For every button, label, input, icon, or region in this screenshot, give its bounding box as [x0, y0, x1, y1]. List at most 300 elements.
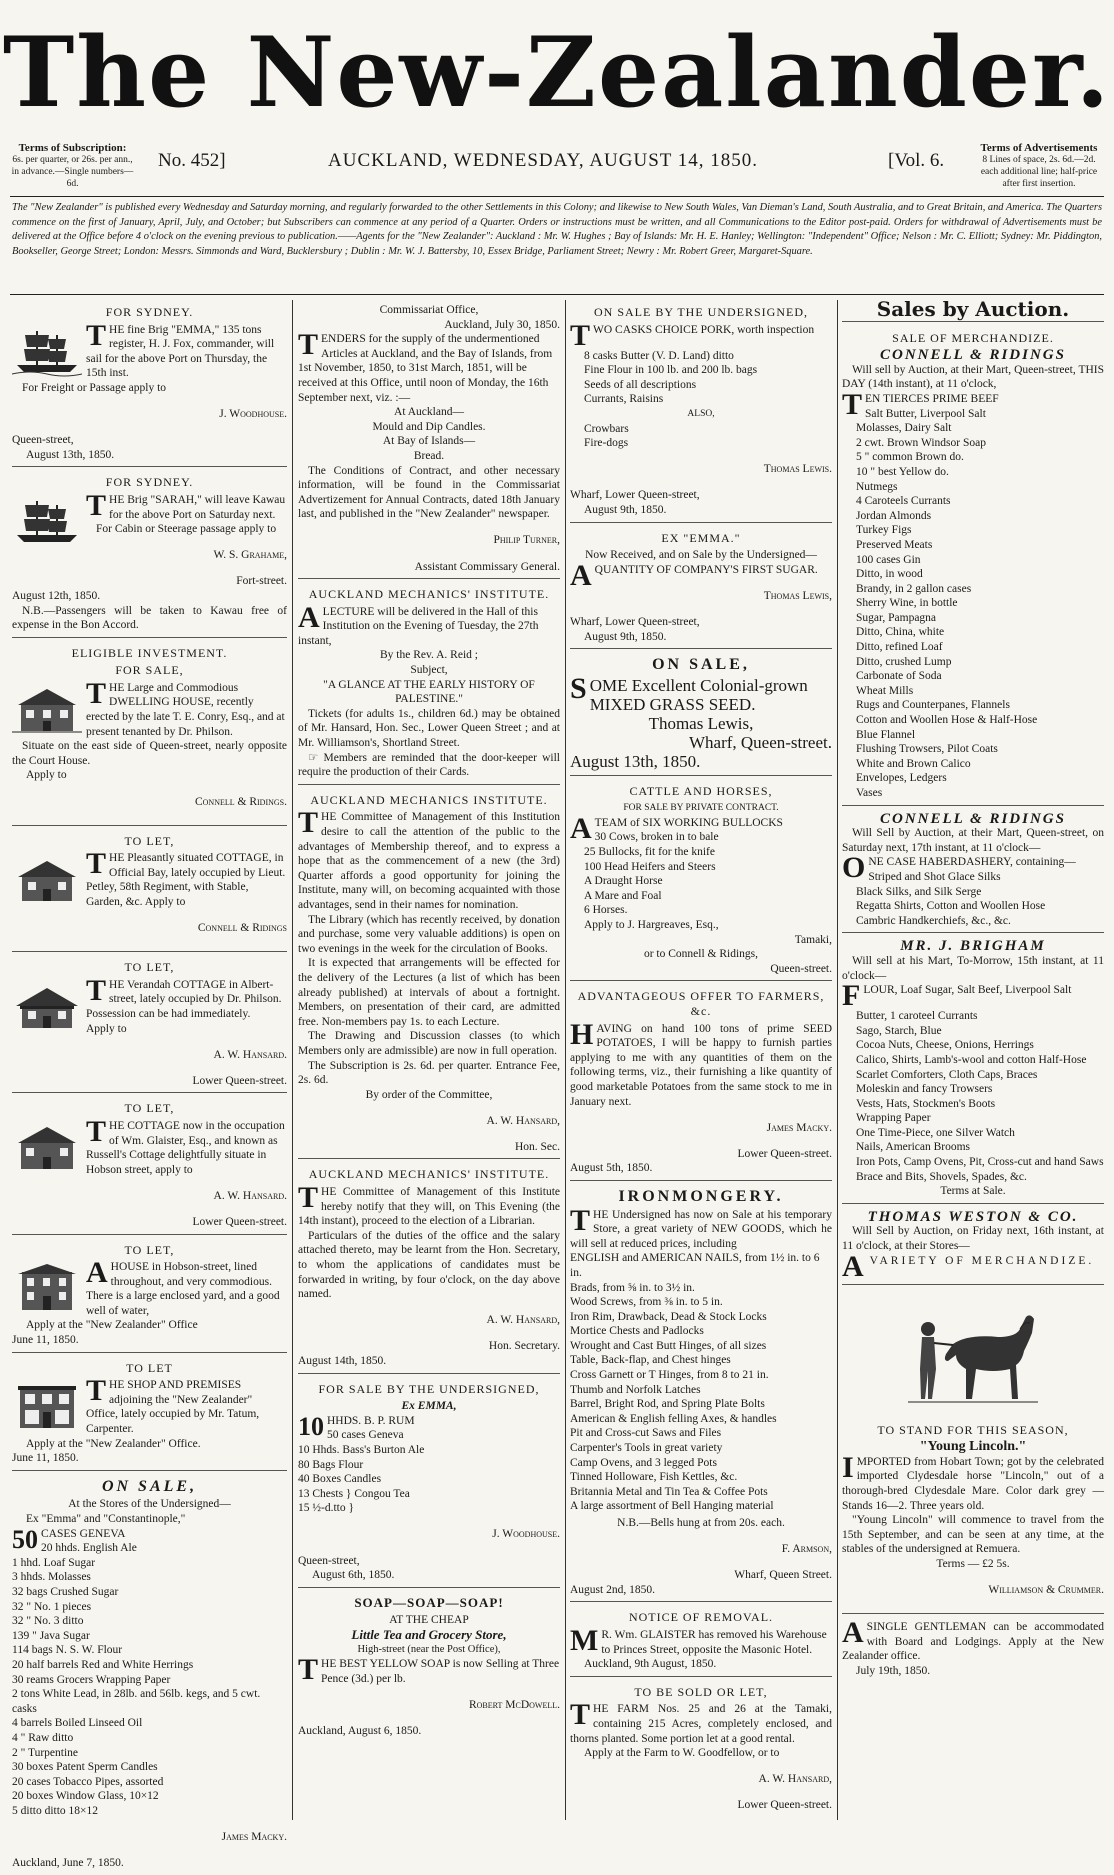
drop-cap: T — [298, 1653, 319, 1687]
subscription-terms-text: 6s. per quarter, or 26s. per ann., in advance.—Single numbers—6d. — [11, 155, 134, 189]
list-item: White and Brown Calico — [856, 757, 971, 770]
issue-number: No. 452] — [158, 150, 226, 171]
list-item: 2 tons White Lead, in 28lb. and 56lb. kegs, and 5 cwt. casks — [12, 1688, 261, 1715]
shop-icon — [12, 1380, 82, 1432]
ad-place: Queen-street. — [770, 962, 832, 975]
list-item: Cocoa Nuts, Cheese, Onions, Herrings — [856, 1039, 1034, 1052]
ad-thomas-weston — [842, 1207, 1104, 1285]
list-item: Ditto, refined Loaf — [856, 641, 943, 654]
drop-cap: T — [86, 973, 107, 1007]
ad-text: Will sell at his Mart, To-Morrow, 15th instant, at 11 o'clock— — [842, 954, 1104, 982]
ad-mechanics-membership — [298, 788, 560, 1160]
ad-heading: SOAP—SOAP—SOAP! — [354, 1594, 504, 1610]
ad-single-gentleman — [842, 1617, 1104, 1682]
ad-subheading: FOR SALE, — [115, 663, 184, 678]
subscription-terms — [10, 142, 135, 190]
ad-heading: CATTLE AND HORSES, — [629, 783, 773, 798]
list-item: Jordan Almonds — [856, 509, 932, 522]
list-item: Sugar, Pampagna — [856, 611, 937, 624]
list-item: 13 Chests } Congou Tea — [298, 1487, 410, 1500]
ad-text: Situate on the east side of Queen-street, nearly opposite the Court House. — [12, 740, 287, 767]
list-item: Wrought and Cast Butt Hinges, of all sizes — [570, 1339, 767, 1352]
ad-farm-tamaki — [570, 1680, 832, 1817]
list-item: Crowbars — [584, 422, 629, 435]
list-item: 114 bags N. S. W. Flour — [12, 1644, 123, 1657]
goods-list — [298, 1411, 560, 1516]
ad-signature: James Macky. — [766, 1121, 832, 1134]
ad-subheading: At the Stores of the Undersigned— — [68, 1498, 231, 1511]
list-item: Nails, American Brooms — [856, 1141, 971, 1154]
ad-body: ENDERS for the supply of the undermentioned Articles at Auckland, and the Bay of Islands, from 1st November, 1850, to 31st March, 1851, will be received at this Office, until noon of Monday, the 16th September next, viz. :— — [298, 333, 553, 404]
ad-place: Wharf, Lower Queen-street, — [570, 489, 700, 502]
list-item: Black Silks, and Silk Serge — [856, 885, 982, 898]
list-item: Envelopes, Ledgers — [856, 772, 947, 785]
list-item: Wood Screws, from ⅜ in. to 5 in. — [570, 1296, 723, 1309]
list-item: 30 boxes Patent Sperm Candles — [12, 1761, 158, 1774]
ad-signature: Thomas Lewis, — [648, 713, 754, 733]
list-item: Iron Pots, Camp Ovens, Pit, Cross-cut and hand Saws — [856, 1156, 1104, 1169]
drop-cap: A — [842, 1616, 864, 1650]
ad-body: HE FARM Nos. 25 and 26 at the Tamaki, containing 215 Acres, completely enclosed, and thorns planted. Some portion let at a good rental. — [570, 1703, 832, 1745]
list-item: HHDS. B. P. RUM — [327, 1414, 415, 1427]
list-item: Ditto, crushed Lump — [856, 655, 952, 668]
ship-icon — [12, 325, 82, 377]
list-item: 50 cases Geneva — [327, 1429, 404, 1442]
advertisement-terms-title: Terms of Advertisements — [980, 142, 1098, 154]
ad-heading: AUCKLAND MECHANICS INSTITUTE. — [310, 792, 548, 807]
goods-list — [842, 870, 1104, 928]
ad-item: At Auckland— — [394, 406, 464, 419]
ad-heading: TO LET, — [124, 1101, 175, 1116]
list-item: Camp Ovens, and 3 legged Pots — [570, 1456, 717, 1469]
ad-subheading: FOR SALE BY PRIVATE CONTRACT. — [623, 803, 779, 814]
list-item: 20 boxes Window Glass, 10×12 — [12, 1790, 159, 1803]
ad-date: August 2nd, 1850. — [570, 1583, 655, 1596]
list-item: Sago, Starch, Blue — [856, 1024, 942, 1037]
advertisement-terms — [974, 142, 1104, 190]
ad-date: June 11, 1850. — [12, 1334, 79, 1347]
ad-terms: Terms at Sale. — [940, 1185, 1006, 1198]
ad-signature: Thomas Lewis. — [763, 463, 832, 476]
list-item: Regatta Shirts, Cotton and Woollen Hose — [856, 900, 1046, 913]
ad-heading: FOR SYDNEY. — [105, 475, 194, 490]
ad-body: HE Undersigned has now on Sale at his temporary Store, a great variety of NEW GOODS, which he will sell at reduced prices, including — [570, 1208, 832, 1250]
ad-body: EN TIERCES PRIME BEEF — [865, 392, 999, 405]
drop-cap: T — [570, 318, 591, 352]
ad-heading: ON SALE BY THE UNDERSIGNED, — [594, 305, 808, 319]
ad-role: Hon. Sec. — [514, 1140, 560, 1153]
ad-heading: TO LET, — [124, 960, 175, 975]
list-item: One Time-Piece, one Silver Watch — [856, 1126, 1015, 1139]
ad-lecturer: By the Rev. A. Reid ; — [380, 649, 478, 662]
date-line: AUCKLAND, WEDNESDAY, AUGUST 14, 1850. — [328, 150, 759, 171]
ad-mechanics-lecture — [298, 582, 560, 785]
ad-place: Lower Queen-street. — [192, 1074, 287, 1087]
list-item: Brandy, in 2 gallon cases — [856, 582, 972, 595]
ad-signature: W. S. Grahame, — [213, 549, 287, 562]
list-item: Wheat Mills — [856, 684, 914, 697]
goods-list — [570, 1251, 832, 1514]
drop-cap: O — [842, 851, 866, 885]
ad-cattle-horses — [570, 779, 832, 982]
list-item: 30 reams Grocers Wrapping Paper — [12, 1673, 171, 1686]
drop-cap: S — [570, 671, 587, 705]
drop-cap: T — [86, 488, 107, 522]
ad-signature: A. W. Hansard. — [213, 1048, 287, 1061]
ad-signature: Thomas Lewis, — [763, 589, 832, 602]
ad-date: July 19th, 1850. — [856, 1664, 931, 1677]
ad-source: Ex "Emma" and "Constantinople," — [26, 1513, 186, 1525]
ad-heading: ADVANTAGEOUS OFFER TO FARMERS, &c. — [577, 989, 825, 1018]
ad-body: OME Excellent Colonial-grown MIXED GRASS SEED. — [589, 675, 808, 714]
list-item: Scarlet Comforters, Cloth Caps, Braces — [856, 1068, 1038, 1081]
ad-text: Particulars of the duties of the office and the salary attached thereto, may be learnt from the Hon. Secretary, to whom the applications of candidates must be forwarded in writing, by four o'clock, on the day above named. — [298, 1229, 560, 1301]
ad-place: Queen-street, — [298, 1554, 360, 1567]
list-item: 5 ditto ditto 18×12 — [12, 1804, 99, 1817]
ad-heading: ON SALE, — [652, 656, 750, 674]
advertisement-terms-text: 8 Lines of space, 2s. 6d.—2d. each additional line; half-price after first insertion. — [980, 155, 1098, 189]
ad-heading: AUCKLAND MECHANICS' INSTITUTE. — [308, 1167, 550, 1182]
ad-signature: J. Woodhouse. — [219, 408, 287, 421]
ad-body: LECTURE will be delivered in the Hall of this Institution on the Evening of Tuesday, the 27th instant, — [298, 605, 539, 647]
ad-text: The Library (which has recently received, by donation and purchase, some very valuable additions) is open on two evenings in the week for the circulation of Books. — [298, 913, 560, 955]
list-item: 4 Caroteels Currants — [856, 495, 951, 508]
column-1 — [12, 300, 287, 1870]
ad-emma-sydney — [12, 300, 287, 467]
list-item: 80 Bags Flour — [298, 1458, 364, 1471]
ad-date: August 13th, 1850. — [26, 448, 115, 461]
ad-body: HE BEST YELLOW SOAP is now Selling at Three Pence (3d.) per lb. — [321, 1658, 560, 1685]
ad-heading: AUCKLAND MECHANICS' INSTITUTE. — [308, 587, 550, 602]
list-item: Cotton and Woollen Hose & Half-Hose — [856, 714, 1038, 727]
ad-on-sale-stores — [12, 1474, 287, 1875]
list-item: 1 hhd. Loaf Sugar — [12, 1556, 96, 1569]
list-item: Flushing Trowsers, Pilot Coats — [856, 743, 998, 756]
list-item: Calico, Shirts, Lamb's-wool and cotton Half-Hose — [856, 1053, 1087, 1066]
list-item: 2 cwt. Brown Windsor Soap — [856, 436, 986, 449]
list-item: 139 " Java Sugar — [12, 1629, 90, 1642]
column-divider — [565, 300, 566, 1820]
ad-body: R. Wm. GLAISTER has removed his Warehouse to Princes Street, opposite the Masonic Hotel. — [601, 1628, 827, 1656]
ad-date: August 14th, 1850. — [298, 1355, 387, 1367]
drop-cap: T — [842, 387, 863, 421]
goods-list — [570, 422, 832, 451]
ad-heading: IRONMONGERY. — [618, 1187, 784, 1205]
list-item: Salt Butter, Liverpool Salt — [865, 407, 986, 420]
list-item: Barrel, Bright Rod, and Spring Plate Bolts — [570, 1398, 765, 1411]
drop-cap: T — [86, 847, 107, 881]
drop-cap: T — [86, 318, 107, 352]
ad-body: QUANTITY OF COMPANY'S FIRST SUGAR. — [594, 563, 818, 576]
drop-cap: T — [298, 1181, 319, 1215]
ad-body: HE Committee of Management of this Institution desire to call the attention of the public to the advantages of Membership thereof, and to express a hope that as the commencement of a new (the 3rd) Quarter affords a good opportunity for joining the Institute, many will, on becoming acquainted with those advantages, send in their names for nomination. — [298, 811, 560, 911]
drop-cap: T — [570, 1698, 591, 1732]
list-item: Cross Garnett or T Hinges, from 8 to 21 in. — [570, 1369, 769, 1382]
goods-list — [570, 349, 832, 407]
cottage-icon — [12, 853, 82, 905]
ad-signature: J. Woodhouse. — [492, 1528, 560, 1541]
ad-body: AVING on hand 100 tons of prime SEED POTATOES, I will be happy to furnish parties applying to me with any quantities of them on the following terms, viz., their furnishing a like quantity of good marketable Potatoes from the same stock to me in January next. — [570, 1022, 832, 1108]
list-item: Tinned Holloware, Fish Kettles, &c. — [570, 1471, 738, 1484]
list-item: Ditto, China, white — [856, 626, 945, 639]
list-item: 8 casks Butter (V. D. Land) ditto — [584, 349, 734, 362]
list-item: 10 " best Yellow do. — [856, 465, 949, 478]
preamble: The "New Zealander" is published every Wednesday and Saturday morning, and regularly forwarded to the other Settlements in this Colony; and likewise to New South Wales, Van Dieman's Land, South Australia, and to Great Britain, and America. The Quarters commence on the first of January, April, July, and October; but Subscribers can commence at any period of a Quarter. Orders or instructions must be written, and all Communications to the Editor post-paid. Orders for withdrawal of Advertisements must be delivered at the Office before 4 o'clock on the evening previous to publication.——Agents for the "New Zealander": Auckland : Mr. W. Hughes ; Bay of Islands: Mr. H. E. Hanley; Wellington: "Independent" Office; Nelson : Mr. C. Elliott; Sydney: Mr. Piddington, Bookseller, George Street; London: Messrs. Simmonds and Ward, Bucklersbury ; Dublin : Mr. W. J. Battersby, 10, Essex Bridge, Parliament Street; Newry : Mr. Robert Greer, Margaret-Square. — [12, 202, 1102, 257]
ad-body: HE Verandah COTTAGE in Albert-street, lately occupied by Dr. Philson. Possession can be had immediately. — [86, 978, 282, 1020]
ad-text: Will Sell by Auction, on Friday next, 16th instant, at 11 o'clock, at their Stores— — [842, 1225, 1104, 1253]
ad-date: August 13th, 1850. — [570, 751, 701, 771]
house-icon — [12, 1121, 82, 1173]
ad-place: Commissariat Office, — [379, 304, 479, 316]
ad-signature: Williamson & Crummer. — [988, 1584, 1104, 1597]
ad-item: At Bay of Islands— — [382, 435, 476, 448]
ad-heading: EX "EMMA." — [661, 530, 741, 545]
list-item: 5 " common Brown do. — [856, 451, 964, 464]
subscription-terms-title: Terms of Subscription: — [18, 142, 127, 154]
masthead-title: The New-Zealander. — [2, 16, 1112, 129]
ad-text: "Young Lincoln" will commence to travel from the 15th September, and can be seen at any time, at the stables of the undersigned at Remuera. — [842, 1514, 1104, 1556]
ad-body: MPORTED from Hobart Town; got by the celebrated imported Clydesdale horse "Lincoln," out of a thorough-bred Clydesdale Mare. Color dark grey — Stands 16—2. Three years old. — [842, 1455, 1104, 1512]
ad-date: June 11, 1850. — [12, 1452, 79, 1465]
ad-to-let-glaister-cottage — [12, 1096, 287, 1234]
header-rule — [10, 196, 1104, 197]
ad-eligible-investment — [12, 641, 287, 826]
ad-address: High-street (near the Post Office), — [357, 1643, 501, 1655]
ad-place: Fort-street. — [236, 575, 287, 588]
drop-cap: A — [298, 600, 320, 634]
list-item: ENGLISH and AMERICAN NAILS, from 1½ in. to 6 in. — [570, 1252, 820, 1279]
drop-cap: F — [842, 979, 861, 1013]
list-item: 20 cases Tobacco Pipes, assorted — [12, 1775, 164, 1788]
list-item: CASES GENEVA — [41, 1527, 126, 1540]
ad-apply: Apply to J. Hargreaves, Esq., — [584, 919, 719, 932]
list-item: 4 " Raw ditto — [12, 1731, 74, 1744]
ad-body: LOUR, Loaf Sugar, Salt Beef, Liverpool Salt — [863, 984, 1072, 997]
drop-number: 50 — [12, 1524, 38, 1554]
list-item: Sherry Wine, in bottle — [856, 597, 958, 610]
list-item: 10 Hhds. Bass's Burton Ale — [298, 1443, 425, 1456]
ad-body: HE COTTAGE now in the occupation of Wm. Glaister, Esq., and known as Russell's Cottage delightfully situate in Hobson street, apply to — [86, 1119, 285, 1176]
list-item: Blue Flannel — [856, 728, 916, 741]
list-item: Brads, from ⅝ in. to 3½ in. — [570, 1281, 695, 1294]
ad-horse-name: "Young Lincoln." — [919, 1439, 1027, 1455]
ad-text: Will Sell by Auction, at their Mart, Queen-street, on Saturday next, 17th instant, at 11 o'clock— — [842, 827, 1104, 854]
ad-heading: TO STAND FOR THIS SEASON, — [877, 1422, 1069, 1437]
list-item: A large assortment of Bell Hanging material — [570, 1500, 774, 1513]
ad-signature: Connell & Ridings — [197, 922, 287, 935]
ad-body: HE Brig "SARAH," will leave Kawau for the above Port on Saturday next. — [109, 493, 286, 521]
list-item: 30 Cows, broken in to bale — [594, 831, 719, 844]
ad-signature: F. Armson, — [781, 1543, 832, 1556]
ad-heading: FOR SYDNEY. — [105, 305, 194, 319]
ad-body: HE Large and Commodious DWELLING HOUSE, recently erected by the late T. E. Conry, Esq., and at present tenanted by Dr. Philson. — [86, 681, 285, 738]
list-item: 32 bags Crushed Sugar — [12, 1585, 119, 1598]
ad-role: Assistant Commissary General. — [414, 560, 560, 573]
ad-date: Auckland, August 6, 1850. — [298, 1724, 422, 1737]
ad-date: Auckland, 9th August, 1850. — [584, 1658, 717, 1671]
ad-body: HE SHOP AND PREMISES adjoining the "New Zealander" Office, lately occupied by Mr. Tatum, Carpenter. — [86, 1379, 260, 1436]
list-item: 20 half barrels Red and White Herrings — [12, 1658, 194, 1671]
ad-signature: A. W. Hansard, — [486, 1114, 560, 1127]
ad-commissariat-tenders — [298, 300, 560, 579]
ad-item: Bread. — [413, 449, 445, 462]
goods-list — [842, 1009, 1104, 1184]
list-item: American & English felling Axes, & handles — [570, 1412, 777, 1425]
ad-item: Mould and Dip Candles. — [372, 420, 486, 433]
ad-emma-goods — [298, 1377, 560, 1588]
drop-cap: A — [570, 811, 592, 845]
ad-place: Lower Queen-street. — [737, 1799, 832, 1812]
goods-list — [570, 830, 832, 918]
ad-signature: Connell & Ridings. — [194, 795, 287, 808]
list-item: 3 hhds. Molasses — [12, 1571, 91, 1584]
list-item: Vests, Hats, Stockmen's Boots — [856, 1097, 996, 1110]
goods-list — [12, 1524, 287, 1819]
ad-text: It is expected that arrangements will be effected for the delivery of the Lectures (a list of which has been already published) at intervals of about a fortnight. Members, on presentation of their card, are admitted free. Non-members pay 1s. to each Lecture. — [298, 957, 560, 1028]
list-item: Butter, 1 caroteel Currants — [856, 1010, 978, 1023]
horse-icon — [898, 1299, 1048, 1419]
ad-text: Will sell by Auction, at their Mart, Queen-street, THIS DAY (14th instant), at 11 o'clock, — [842, 363, 1104, 391]
ad-to-let-albert-street — [12, 955, 287, 1093]
list-item: Fire-dogs — [584, 437, 629, 450]
list-item: Carbonate of Soda — [856, 670, 942, 683]
ad-grass-seed — [570, 652, 832, 776]
ad-body: HE Pleasantly situated COTTAGE, in Official Bay, lately occupied by Lieut. Petley, 58th Regiment, with Stable, Garden, &c. Apply to — [86, 852, 286, 908]
drop-cap: T — [298, 328, 319, 362]
ship-icon — [12, 495, 82, 547]
list-item: Moleskin and fancy Trowsers — [856, 1083, 993, 1096]
ad-heading: TO LET — [126, 1360, 173, 1375]
ad-apply: Apply to — [86, 1022, 127, 1035]
list-item: Britannia Metal and Tin Tea & Coffee Pots — [570, 1485, 768, 1498]
ad-firm: CONNELL & RIDINGS — [880, 347, 1066, 364]
list-item: Striped and Shot Glace Silks — [868, 870, 1001, 883]
ad-place: Wharf, Queen-street. — [688, 732, 832, 752]
ad-body: TEAM of SIX WORKING BULLOCKS — [594, 816, 783, 829]
list-item: Brace and Bits, Shovels, Spades, &c. — [856, 1170, 1027, 1183]
ad-signature: A. W. Hansard. — [213, 1189, 287, 1202]
ad-subject-label: Subject, — [410, 664, 448, 677]
list-item: Ditto, in wood — [856, 568, 923, 581]
ad-place: Wharf, Lower Queen-street, — [570, 615, 700, 628]
list-item: 100 Head Heifers and Steers — [584, 860, 716, 873]
ad-notice-of-removal — [570, 1605, 832, 1676]
ad-firm: THOMAS WESTON & CO. — [867, 1208, 1079, 1225]
ad-apply: Apply at the "New Zealander" Office — [26, 1319, 198, 1332]
list-item: 4 barrels Boiled Linseed Oil — [12, 1717, 143, 1730]
list-item: Pit and Cross-cut Saws and Files — [570, 1427, 722, 1440]
list-item: 40 Boxes Candles — [298, 1473, 382, 1486]
ad-place: Wharf, Queen Street. — [734, 1569, 832, 1582]
drop-cap: A — [842, 1249, 867, 1283]
ad-place: Queen-street, — [12, 434, 74, 447]
ad-text: The Conditions of Contract, and other necessary information, will be found in the Commissariat Advertizement for Annual Contracts, dated 18th January last, and published in the "New Zealander" newspaper. — [298, 464, 560, 521]
list-item: Fine Flour in 100 lb. and 200 lb. bags — [584, 364, 758, 377]
list-item: Mortice Chests and Padlocks — [570, 1325, 704, 1338]
ad-signature: A. W. Hansard, — [758, 1773, 832, 1786]
ad-signature: James Macky. — [221, 1830, 287, 1843]
ad-to-let-official-bay — [12, 829, 287, 953]
list-item: Iron Rim, Drawback, Dead & Stock Locks — [570, 1310, 767, 1323]
ad-also: ALSO, — [687, 408, 715, 419]
ad-note: N.B.—Passengers will be taken to Kawau free of expense in the Bon Accord. — [12, 604, 287, 632]
preamble-rule — [10, 294, 1104, 295]
list-item: 15 ½-d.tto } — [298, 1502, 354, 1515]
ad-heading: ON SALE, — [101, 1477, 198, 1495]
list-item: Seeds of all descriptions — [584, 378, 697, 391]
ad-heading: SALE OF MERCHANDIZE. — [892, 330, 1054, 345]
drop-cap: A — [86, 1256, 108, 1290]
list-item: 20 hhds. English Ale — [41, 1542, 137, 1555]
list-item: Nutmegs — [856, 480, 898, 493]
ad-date: Auckland, July 30, 1850. — [444, 318, 560, 331]
ad-emma-sugar — [570, 526, 832, 650]
ad-heading: ELIGIBLE INVESTMENT. — [71, 645, 228, 660]
ad-apply: Apply to — [26, 769, 67, 782]
drop-number: 10 — [298, 1411, 324, 1441]
ad-text: The Drawing and Discussion classes (to which Members only are admissible) are now in full operation. — [298, 1030, 560, 1057]
drop-cap: T — [570, 1203, 591, 1237]
list-item: 32 " No. 3 ditto — [12, 1615, 84, 1628]
ad-sale-of-merchandize — [842, 326, 1104, 806]
list-item: Carpenter's Tools in great variety — [570, 1442, 723, 1455]
ad-apply-alt: or to Connell & Ridings, — [643, 948, 759, 961]
ad-to-let-hobson-street — [12, 1238, 287, 1353]
list-item: 2 " Turpentine — [12, 1746, 79, 1759]
ad-signature: Philip Turner, — [493, 534, 560, 547]
column-divider — [837, 300, 838, 1820]
ad-firm: MR. J. BRIGHAM — [900, 938, 1046, 955]
ad-body: HE Committee of Management of this Institute hereby notify that they will, on This Evening (the 14th instant), proceed to the election of a Librarian. — [298, 1186, 560, 1228]
cottage-icon — [12, 980, 82, 1032]
ad-pork — [570, 300, 832, 523]
drop-cap: T — [86, 1114, 107, 1148]
list-item: Rugs and Counterpanes, Flannels — [856, 699, 1010, 712]
ad-sarah-sydney — [12, 470, 287, 637]
list-item: A Draught Horse — [584, 875, 663, 888]
ad-brigham — [842, 936, 1104, 1204]
list-item: Cambric Handkerchiefs, &c., &c. — [856, 914, 1011, 927]
ad-body: NE CASE HABERDASHERY, containing— — [868, 856, 1076, 869]
drop-cap: M — [570, 1623, 599, 1657]
ad-soap — [298, 1591, 560, 1743]
ad-body: SINGLE GENTLEMAN can be accommodated with Board and Lodgings. Apply at the New Zealander office. — [842, 1621, 1104, 1663]
ad-to-let-shop — [12, 1356, 287, 1471]
list-item: 6 Horses. — [584, 904, 628, 917]
column-3 — [570, 300, 832, 1825]
column-4 — [842, 297, 1104, 1825]
ad-mechanics-librarian — [298, 1162, 560, 1373]
ad-store-name: Little Tea and Grocery Store, — [351, 1626, 507, 1642]
ad-body: VARIETY OF MERCHANDIZE. — [869, 1254, 1095, 1267]
info-bar — [10, 142, 1104, 194]
ad-signature: Robert McDowell. — [468, 1698, 560, 1711]
list-item: Wrapping Paper — [856, 1112, 931, 1125]
house-icon — [12, 683, 82, 735]
ad-heading: TO LET, — [124, 833, 175, 848]
ad-date: Auckland, June 7, 1850. — [12, 1857, 124, 1870]
list-item: Vases — [856, 787, 883, 799]
ad-date: August 9th, 1850. — [584, 503, 667, 516]
column-divider — [292, 300, 293, 1820]
ad-young-lincoln — [842, 1288, 1104, 1615]
ad-text: Now Received, and on Sale by the Undersigned— — [585, 549, 817, 562]
ad-text: The Subscription is 2s. 6d. per quarter. Entrance Fee, 2s. 6d. — [298, 1059, 560, 1087]
list-item: Turkey Figs — [856, 524, 912, 537]
drop-cap: I — [842, 1450, 854, 1484]
ad-date: August 6th, 1850. — [312, 1569, 395, 1582]
goods-list — [842, 407, 1104, 801]
